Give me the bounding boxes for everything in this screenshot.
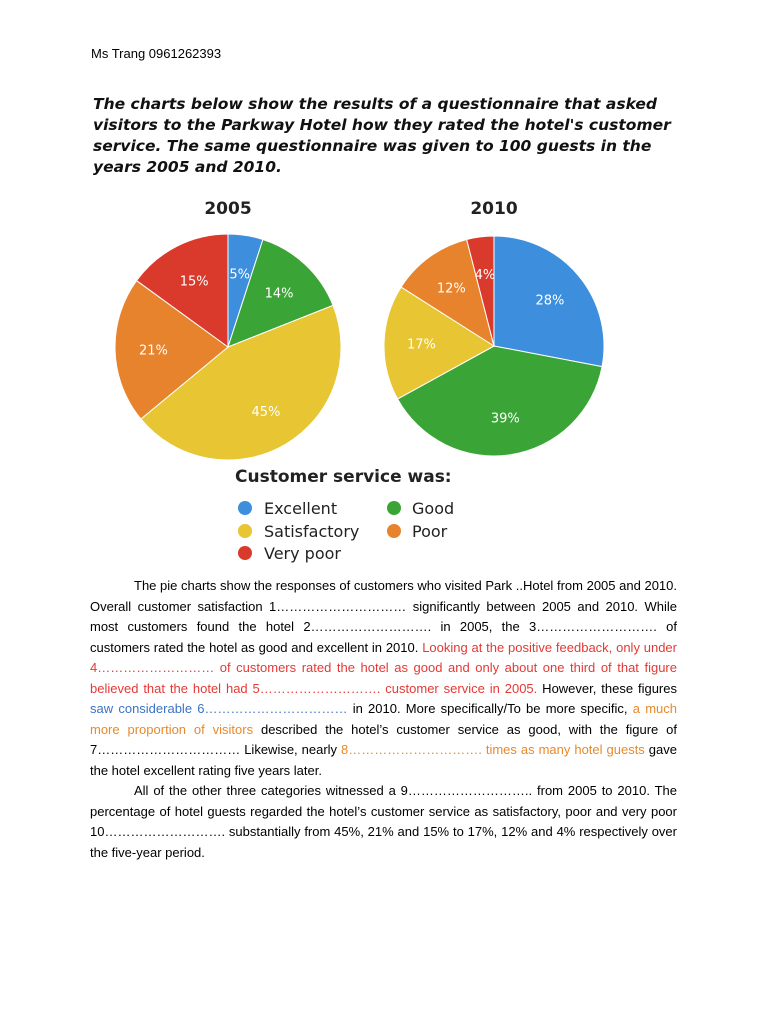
- teacher-contact: Ms Trang 0961262393: [91, 46, 222, 61]
- essay-text-segment: described the hotel’s customer service as good, with the figure of 7…………………………… Likewise, nearly: [90, 721, 678, 757]
- legend-swatch-satisfactory: [238, 524, 252, 538]
- legend-label-good: Good: [412, 499, 455, 518]
- pie-charts-figure: [100, 192, 620, 572]
- legend-label-satisfactory: Satisfactory: [264, 522, 360, 541]
- legend-title: Customer service was:: [235, 467, 452, 487]
- essay-text: [90, 576, 677, 863]
- slice-label-2005-satisfactory: 45%: [251, 405, 281, 421]
- essay-intro-sentences: The pie charts show the responses of customers who visited Park ..Hotel from 2005 and 2010. Overall customer satisfaction 1………………………… significantly between 2005 and 2010. While most customers found the hotel 2………………………. in 2005, the 3………………………. of customers rated the hotel as good and excellent in 2010.: [90, 578, 677, 655]
- slice-label-2005-good: 14%: [264, 286, 294, 302]
- slice-label-2010-satisfactory: 17%: [406, 337, 436, 353]
- slice-label-2005-poor: 21%: [139, 343, 168, 359]
- essay-text-segment: However, these figures: [537, 680, 677, 696]
- essay-paragraph-1: [90, 576, 677, 781]
- legend-label-poor: Poor: [412, 522, 448, 541]
- essay-text-segment: in 2010. More specifically/To be more specific,: [347, 701, 633, 716]
- slice-label-2010-excellent: 28%: [535, 293, 565, 309]
- legend-swatch-poor: [387, 524, 401, 538]
- slice-label-2005-very-poor: 15%: [179, 274, 209, 290]
- essay-orange-highlight: a much more proportion of visitors: [90, 701, 677, 737]
- slice-label-2005-excellent: 5%: [229, 267, 250, 283]
- slice-label-2010-poor: 12%: [436, 281, 466, 297]
- chart-title-2005: 2005: [204, 199, 252, 219]
- legend-label-very-poor: Very poor: [264, 544, 341, 563]
- legend-swatch-excellent: [238, 501, 252, 515]
- legend-swatch-good: [387, 501, 401, 515]
- task-prompt: The charts below show the results of a questionnaire that asked visitors to the Parkway Hotel how they rated the hotel's customer service. The same questionnaire was given to 100 guests in the years 2005 and 2010.: [93, 95, 671, 176]
- legend: [238, 499, 454, 563]
- chart-title-2010: 2010: [470, 199, 518, 219]
- essay-text-segment: gave the hotel excellent rating five years later.: [90, 742, 677, 778]
- legend-swatch-very-poor: [238, 546, 252, 560]
- essay-blue-highlight: saw considerable 6……………………………: [90, 701, 348, 716]
- essay-paragraph-2: All of the other three categories witnessed a 9……………………….. from 2005 to 2010. The percentage of hotel guests regarded the hotel’s customer service as satisfactory, poor and very poor 10………………………. substantially from 45%, 21% and 15% to 17%, 12% and 4% respectively over the five-year period.: [90, 783, 677, 860]
- legend-label-excellent: Excellent: [264, 499, 338, 518]
- slice-label-2010-good: 39%: [490, 411, 520, 427]
- essay-orange-highlight: 8…………………………. times as many hotel guests: [341, 742, 645, 757]
- slice-label-2010-very-poor: 4%: [474, 267, 496, 283]
- essay-red-highlight: Looking at the positive feedback, only under 4……………………… of customers rated the hotel as good and only about one third of that figure believed that the hotel had 5………………………. customer service in 2005.: [90, 639, 677, 696]
- pie-chart-2010: [384, 236, 604, 456]
- pie-chart-2005: [115, 234, 341, 460]
